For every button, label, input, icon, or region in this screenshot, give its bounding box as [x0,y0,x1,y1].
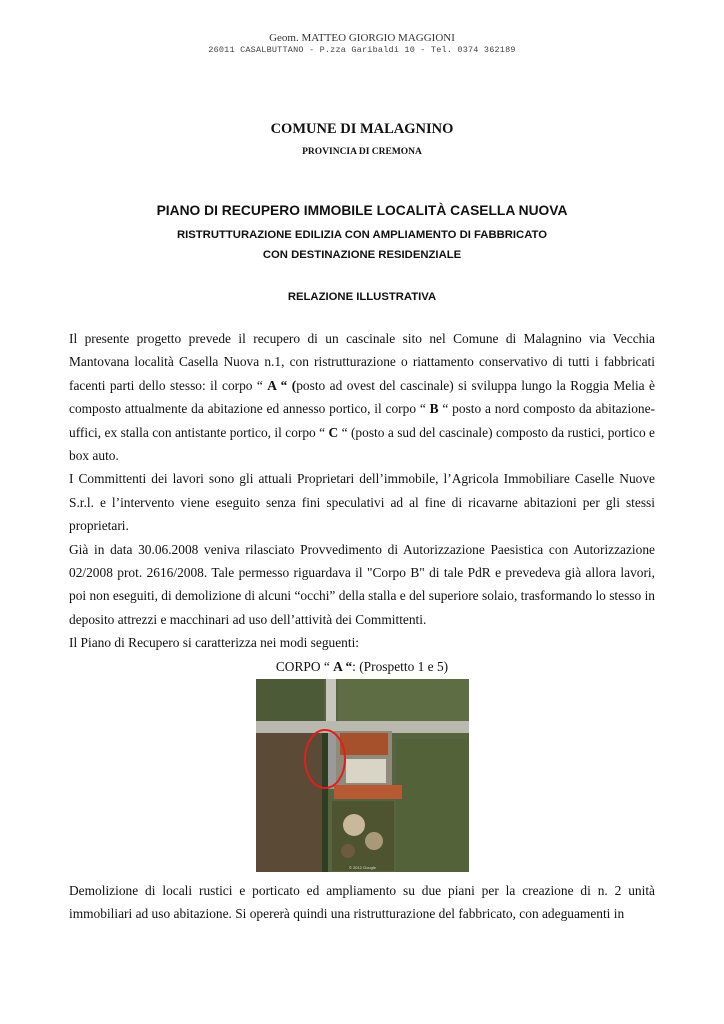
corpo-b-label: B [429,401,439,417]
document-title: PIANO DI RECUPERO IMMOBILE LOCALITÀ CASELLA NUOVA [156,203,568,218]
aerial-photo [256,679,469,872]
paragraph-committenti: I Committenti dei lavori sono gli attuali Proprietari dell’immobile, l’Agricola Immobiliare Caselle Nuove S.r.l. e l’intervento viene eseguito senza fini speculativi ad al fine di ricavarne abitazioni per gli stessi proprietari. [69,471,655,534]
photo-credit: © 2012 Google [349,865,376,870]
corpo-a-label: A “ ( [267,377,297,393]
paragraph-piano: Il Piano di Recupero si caratterizza nei modi seguenti: [69,635,360,651]
letterhead-address: 26011 CASALBUTTANO - P.zza Garibaldi 10 - Tel. 0374 362189 [208,45,516,55]
letterhead [0,32,724,56]
letterhead-name: Geom. MATTEO GIORGIO MAGGIONI [269,32,455,44]
report-body [69,327,655,678]
paragraph-intro-text-1: Il presente progetto prevede il recupero di un cascinale sito nel Comune di Malagnino via Vecchia Mantovana località Casella Nuova n.1, con ristrutturazione o riattamento conservativo di tutti i fabbricati facenti parti dello stesso: il corpo “ [69,331,655,393]
paragraph-intro-text-2: posto ad ovest del cascinale) si sviluppa lungo la Roggia Melia è composto attualmente da abitazione ed annesso portico, il corpo “ [69,377,655,417]
paragraph-intro-text-3: “ posto a nord composto da abitazione-uffici, ex stalla con antistante portico, il corpo “ [69,401,655,440]
document-subtitle-2: CON DESTINAZIONE RESIDENZIALE [262,249,462,261]
corpo-a-heading [69,655,655,678]
corpo-a-heading-prefix: CORPO “ [275,658,334,674]
corpo-c-label: C [328,424,339,440]
provincia-heading: PROVINCIA DI CREMONA [302,147,422,157]
comune-heading: COMUNE DI MALAGNINO [270,121,454,137]
corpo-a-heading-letter: A “ [333,658,353,674]
aerial-photo-image [256,679,469,872]
paragraph-autorizzazione: Già in data 30.06.2008 veniva rilasciato Provvedimento di Autorizzazione Paesistica con Autorizzazione 02/2008 prot. 2616/2008. Tale permesso riguardava il "Corpo B" di tale PdR e prevedeva già allora lavori, poi non eseguiti, di demolizione di alcuni “occhi” della stalla e del superiore solaio, trasformando lo stesso in deposito attrezzi e macchinari ad uso dell’attività dei Committenti. [69,541,655,627]
paragraph-demolizione: Demolizione di locali rustici e porticato ed ampliamento su due piani per la creazione di n. 2 unità immobiliari ad uso abitazione. Si opererà quindi una ristrutturazione del fabbricato, con adeguamenti in [69,883,655,922]
paragraph-intro-text-4: “ (posto a sud del cascinale) composto da rustici, portico e box auto. [69,424,655,464]
section-title: RELAZIONE ILLUSTRATIVA [287,291,437,303]
corpo-a-heading-suffix: : (Prospetto 1 e 5) [352,658,449,674]
paragraph-intro [69,327,655,467]
document-subtitle-1: RISTRUTTURAZIONE EDILIZIA CON AMPLIAMENTO DI FABBRICATO [176,229,548,241]
